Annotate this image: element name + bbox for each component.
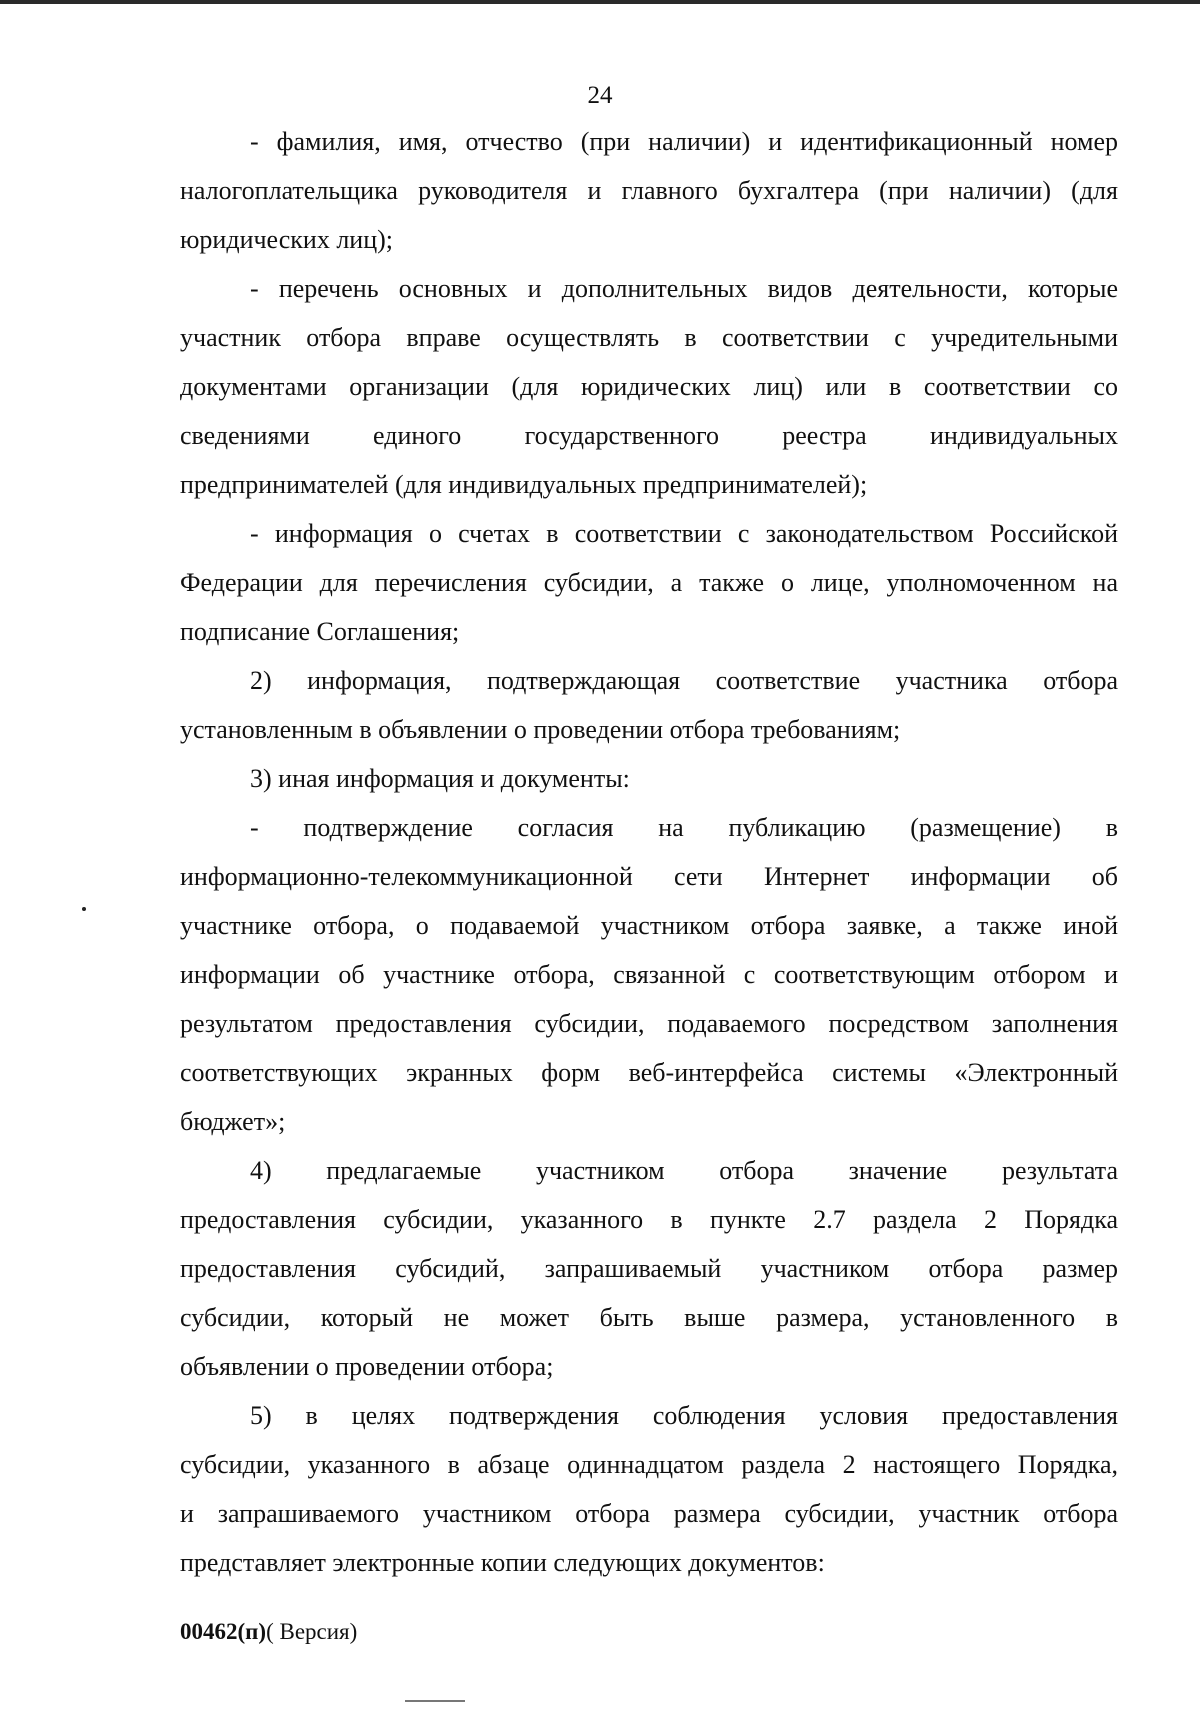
- document-version: ( Версия): [266, 1619, 358, 1644]
- text-line: 5) в целях подтверждения соблюдения условия предоставления: [250, 1401, 1118, 1430]
- text-line: сведениями единого государственного реестра индивидуальных: [180, 421, 1118, 450]
- text-line: участнике отбора, о подаваемой участником отбора заявке, а также иной: [180, 911, 1118, 940]
- text-line: - перечень основных и дополнительных видов деятельности, которые: [250, 274, 1118, 303]
- text-line: документами организации (для юридических лиц) или в соответствии со: [180, 372, 1118, 401]
- text-line: подписание Соглашения;: [180, 617, 460, 646]
- text-line: бюджет»;: [180, 1107, 286, 1136]
- scan-top-edge: [0, 0, 1200, 4]
- text-line: Федерации для перечисления субсидии, а также о лице, уполномоченном на: [180, 568, 1118, 597]
- text-line: предпринимателей (для индивидуальных предпринимателей);: [180, 470, 868, 499]
- text-line: предоставления субсидии, указанного в пункте 2.7 раздела 2 Порядка: [180, 1205, 1118, 1234]
- text-line: - подтверждение согласия на публикацию (размещение) в: [250, 813, 1118, 842]
- text-line: информации об участнике отбора, связанной с соответствующим отбором и: [180, 960, 1118, 989]
- text-line: результатом предоставления субсидии, подаваемого посредством заполнения: [180, 1009, 1118, 1038]
- text-line: и запрашиваемого участником отбора размера субсидии, участник отбора: [180, 1499, 1118, 1528]
- text-line: юридических лиц);: [180, 225, 394, 254]
- text-line: объявлении о проведении отбора;: [180, 1352, 554, 1381]
- text-line: субсидии, который не может быть выше размера, установленного в: [180, 1303, 1118, 1332]
- page-number: 24: [587, 82, 613, 109]
- text-line: информационно-телекоммуникационной сети Интернет информации об: [180, 862, 1118, 891]
- document-footer: [180, 1617, 357, 1647]
- text-line: - информация о счетах в соответствии с законодательством Российской: [250, 519, 1118, 548]
- scan-speck: [82, 907, 86, 911]
- text-line: налогоплательщика руководителя и главного бухгалтера (при наличии) (для: [180, 176, 1118, 205]
- text-line: 2) информация, подтверждающая соответствие участника отбора: [250, 666, 1118, 695]
- text-line: участник отбора вправе осуществлять в соответствии с учредительными: [180, 323, 1118, 352]
- text-line: - фамилия, имя, отчество (при наличии) и идентификационный номер: [250, 127, 1118, 156]
- text-line: предоставления субсидий, запрашиваемый участником отбора размер: [180, 1254, 1118, 1283]
- text-line: представляет электронные копии следующих документов:: [180, 1548, 825, 1577]
- text-line: соответствующих экранных форм веб-интерфейса системы «Электронный: [180, 1058, 1118, 1087]
- scan-bottom-mark: [405, 1700, 465, 1702]
- text-line: субсидии, указанного в абзаце одиннадцатом раздела 2 настоящего Порядка,: [180, 1450, 1118, 1479]
- document-code: 00462(п): [180, 1619, 267, 1644]
- text-line: 3) иная информация и документы:: [250, 764, 630, 793]
- text-line: 4) предлагаемые участником отбора значение результата: [250, 1156, 1118, 1185]
- text-line: установленным в объявлении о проведении отбора требованиям;: [180, 715, 901, 744]
